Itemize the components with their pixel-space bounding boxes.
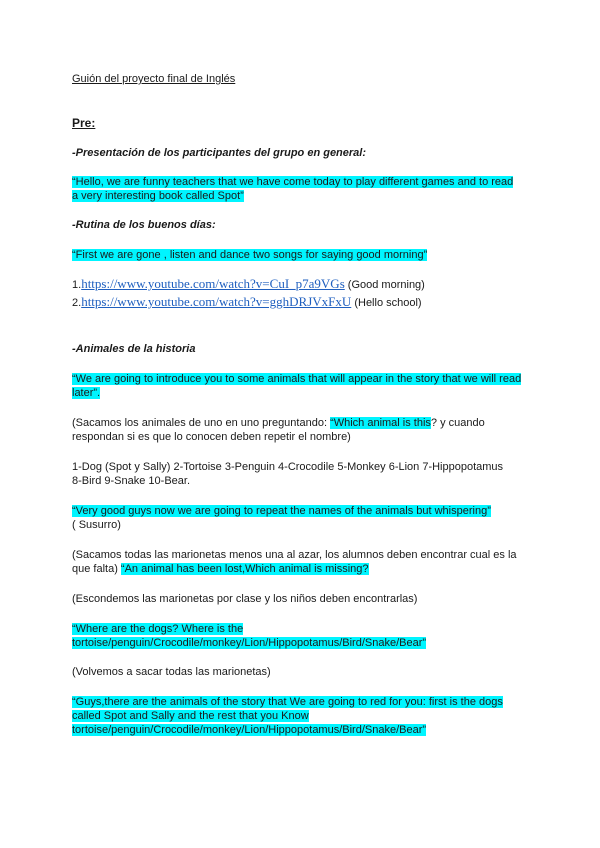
heading-animales: -Animales de la historia (72, 343, 196, 355)
paragraph-introduce-cont (72, 386, 532, 400)
heading-rutina: -Rutina de los buenos días: (72, 219, 216, 231)
introduce-line-2: later”. (72, 387, 101, 399)
introduce-line-1: “We are going to introduce you to some animals that will appear in the story that we will read (72, 373, 522, 385)
link-number-1: 1. (72, 279, 82, 291)
animal-list-line-2: 8-Bird 9-Snake 10-Bear. (72, 475, 191, 487)
link-note-1: (Good morning) (344, 279, 425, 291)
volvemos-line: (Volvemos a sacar todas las marionetas) (72, 666, 271, 678)
paragraph-sacamos (72, 416, 532, 430)
paragraph-guys-cont-2 (72, 723, 532, 737)
youtube-link-1[interactable]: https://www.youtube.com/watch?v=CuI_p7a9VGs (81, 276, 345, 291)
link-number-2: 2. (72, 297, 82, 309)
section-pre: Pre: (72, 116, 96, 130)
youtube-link-2[interactable]: https://www.youtube.com/watch?v=gghDRJVxFxU (81, 294, 352, 309)
where-line-2: tortoise/penguin/Crocodile/monkey/Lion/Hippopotamus/Bird/Snake/Bear” (72, 637, 427, 649)
marionetas-line-1: (Sacamos todas las marionetas menos una al azar, los alumnos deben encontrar cual es la (72, 549, 517, 561)
whisper-line: “Very good guys now we are going to repeat the names of the animals but whispering” (72, 505, 491, 517)
sacamos-line-2: respondan si es que lo conocen deben repetir el nombre) (72, 431, 351, 443)
guys-line-2: called Spot and Sally and the rest that you Know (72, 710, 309, 722)
paragraph-guys-cont (72, 709, 532, 723)
marionetas-line-2 (72, 562, 532, 576)
link-item-2 (72, 295, 532, 310)
guys-line-3: tortoise/penguin/Crocodile/monkey/Lion/Hippopotamus/Bird/Snake/Bear” (72, 724, 427, 736)
paragraph-where-cont (72, 636, 532, 650)
esconder-line: (Escondemos las marionetas por clase y los niños deben encontrarlas) (72, 593, 418, 605)
greeting-line-1: “Hello, we are funny teachers that we have come today to play different games and to read (72, 176, 514, 188)
where-line-1: “Where are the dogs? Where is the (72, 623, 244, 635)
susurro-note: ( Susurro) (72, 519, 121, 531)
animal-list-line-1: 1-Dog (Spot y Sally) 2-Tortoise 3-Penguin 4-Crocodile 5-Monkey 6-Lion 7-Hippopotamus (72, 461, 504, 473)
greeting-line-2: a very interesting book called Spot” (72, 190, 244, 202)
missing-animal-highlight: “An animal has been lost,Which animal is missing? (120, 563, 369, 575)
link-item-1 (72, 277, 532, 292)
paragraph-greeting (72, 175, 532, 189)
link-note-2: (Hello school) (351, 297, 422, 309)
sacamos-text-a: (Sacamos los animales de uno en uno preguntando: (72, 417, 331, 429)
document-title: Guión del proyecto final de Inglés (72, 73, 236, 85)
paragraph-introduce (72, 372, 532, 386)
guys-line-1: “Guys,there are the animals of the story that We are going to red for you: first is the dogs (72, 696, 503, 708)
heading-presentacion: -Presentación de los participantes del grupo en general: (72, 147, 367, 159)
paragraph-guys (72, 695, 532, 709)
paragraph-greeting-cont (72, 189, 532, 203)
paragraph-songs (72, 248, 532, 262)
marionetas-text: que falta) (72, 563, 121, 575)
paragraph-whisper (72, 504, 532, 518)
paragraph-where (72, 622, 532, 636)
sacamos-text-b: ? y cuando (430, 417, 485, 429)
songs-line: “First we are gone , listen and dance two songs for saying good morning” (72, 249, 428, 261)
sacamos-highlight: “Which animal is this (330, 417, 431, 429)
